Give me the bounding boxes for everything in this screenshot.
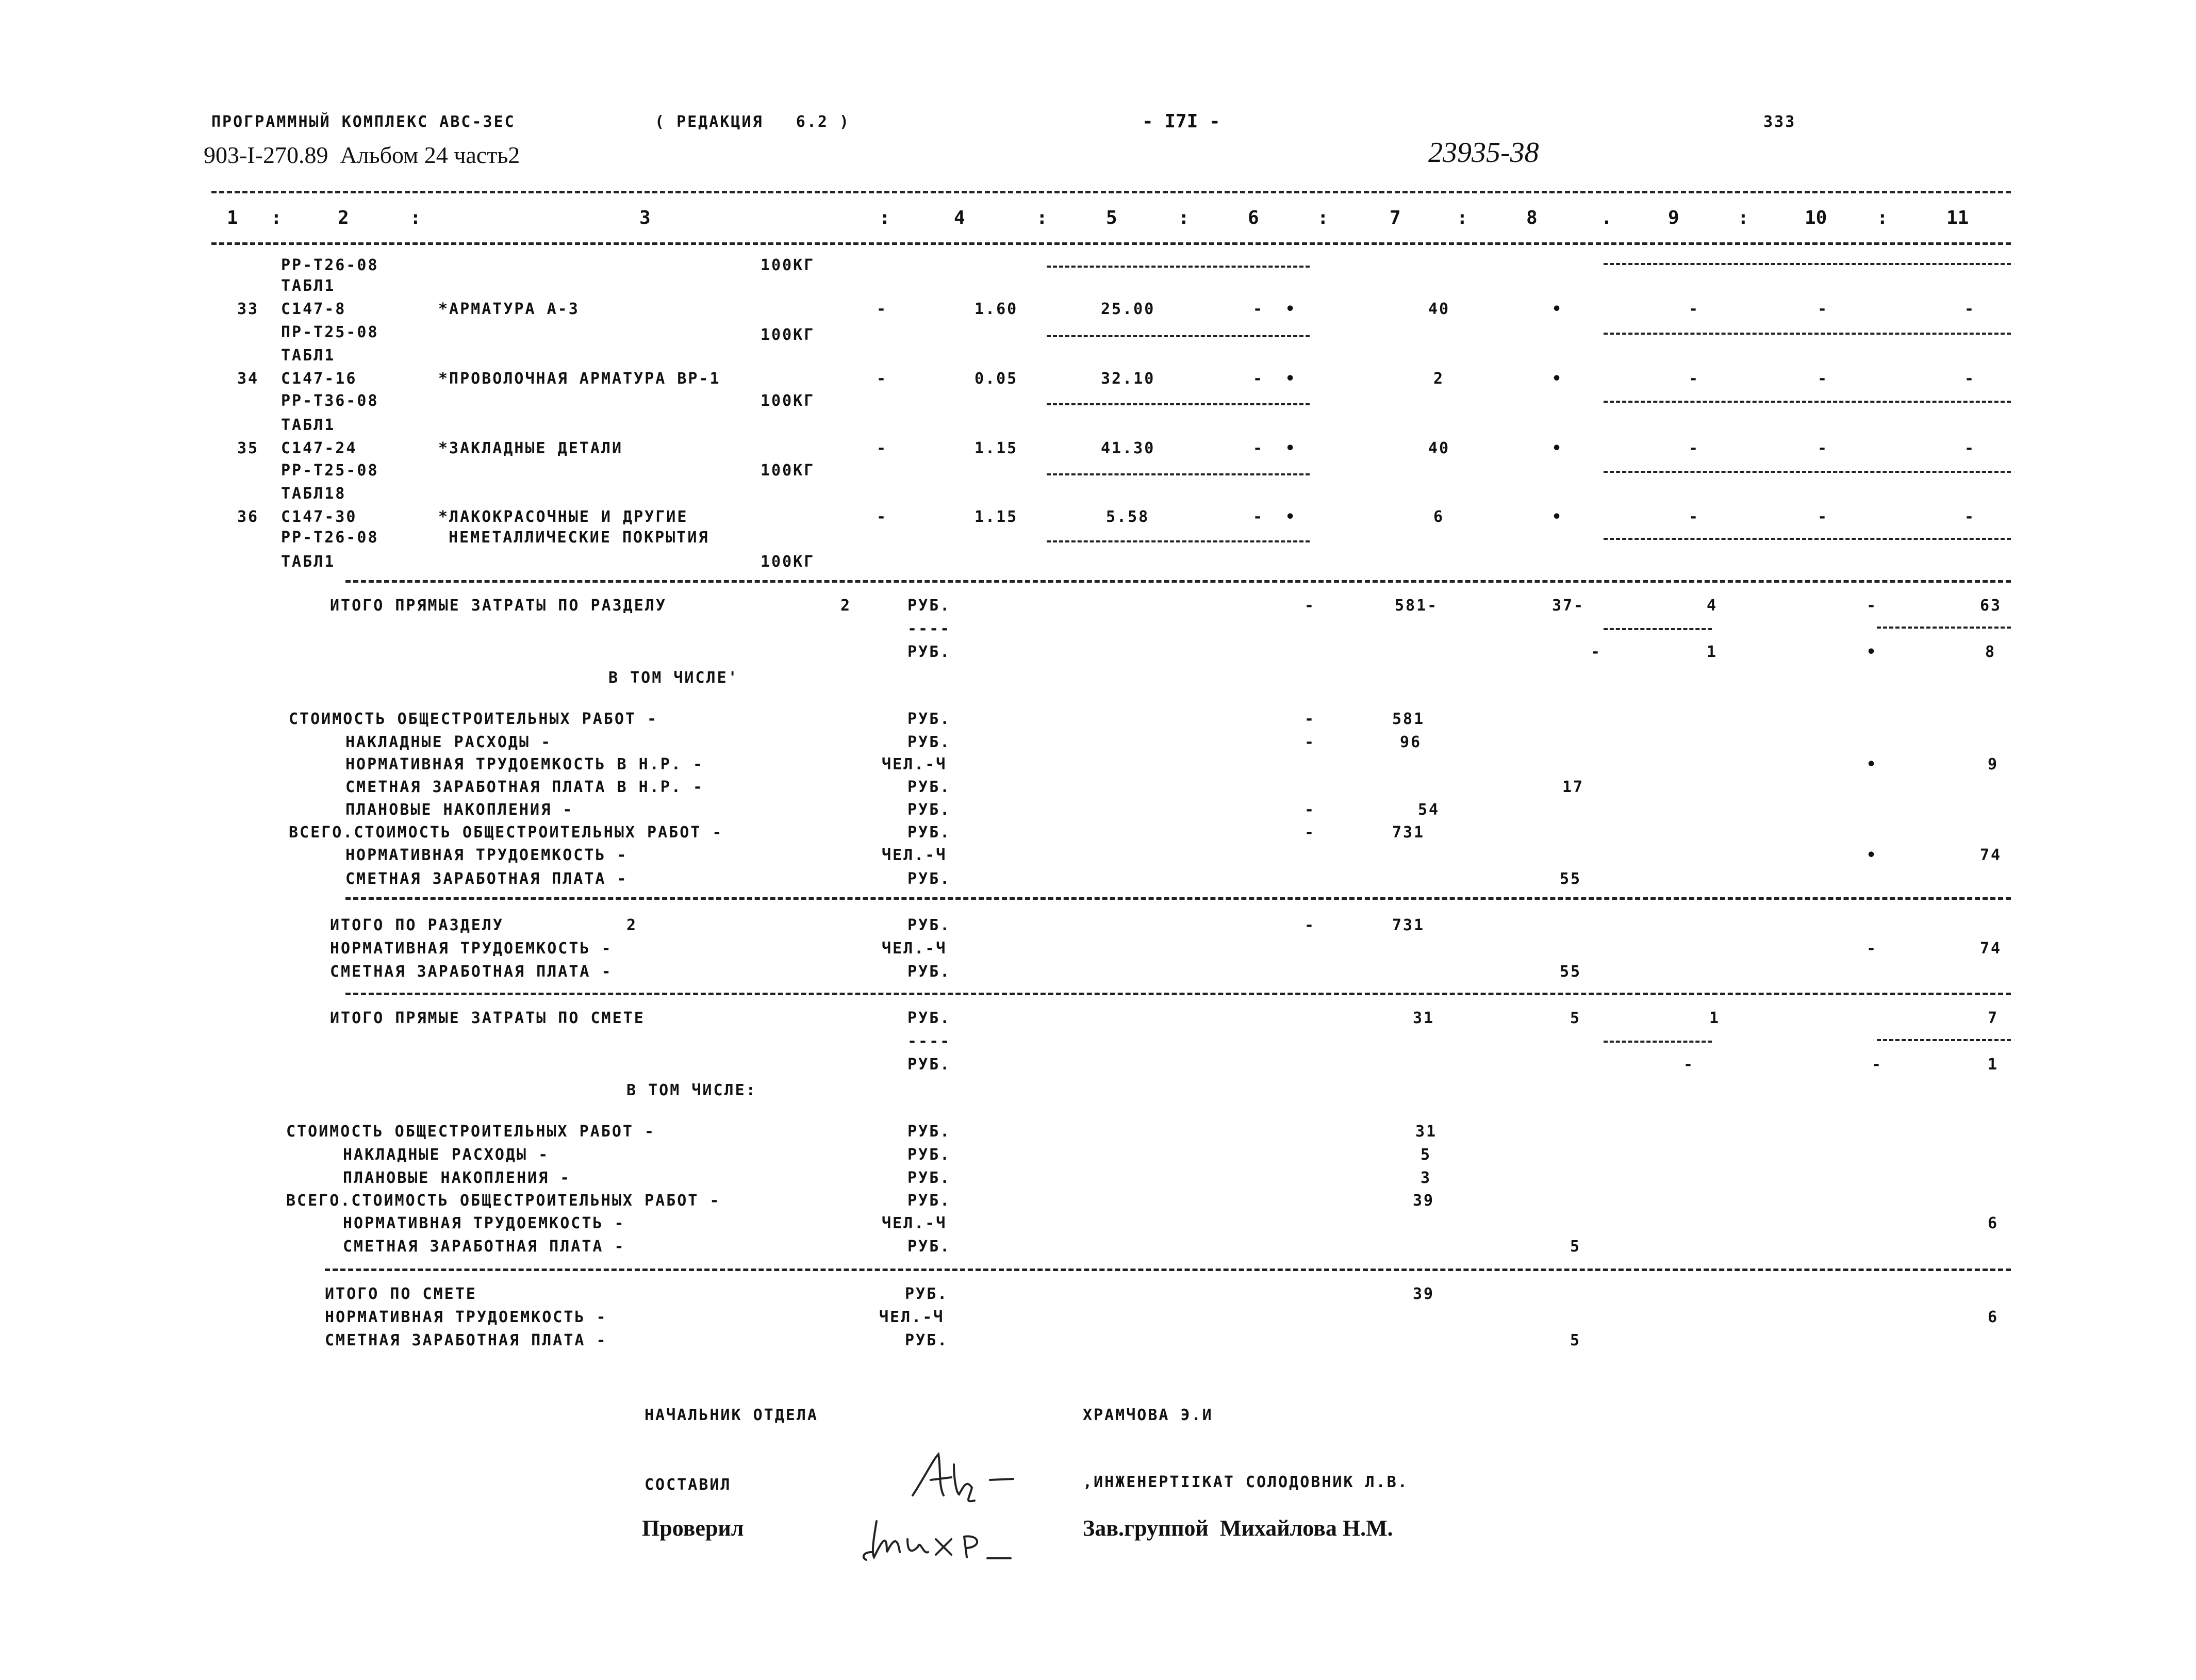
row-subrule [1047,335,1310,337]
unit: РУБ. [907,916,951,934]
estimate-wage-label: СМЕТНАЯ ЗАРАБОТНАЯ ПЛАТА - [325,1331,607,1349]
line-c7: 731 [1392,823,1425,842]
item-price: 32.10 [1101,370,1155,388]
column-header: 5 [1106,207,1117,228]
item-total: 6 [1433,508,1445,526]
column-separator: : [1036,207,1048,228]
column-header: 3 [639,207,651,228]
line-label: ВСЕГО.СТОИМОСТЬ ОБЩЕСТРОИТЕЛЬНЫХ РАБОТ - [289,823,723,842]
compiled-by-label: СОСТАВИЛ [645,1476,732,1494]
section-total-label: ИТОГО ПО РАЗДЕЛУ [330,916,504,934]
item-source: РР-Т26-08 [281,529,379,547]
section-direct2-c11: 8 [1985,643,1996,661]
line-label: ВСЕГО.СТОИМОСТЬ ОБЩЕСТРОИТЕЛЬНЫХ РАБОТ - [286,1192,721,1210]
section-number: 2 [840,597,852,615]
item-table: ТАБЛ1 [281,277,336,295]
section-direct2-c9: 1 [1707,643,1718,661]
table-top-rule [211,191,2011,193]
row-subrule [1604,471,2011,473]
checked-by-name: Зав.группой Михайлова Н.М. [1083,1516,1393,1541]
item-unit: 100КГ [761,462,815,480]
line-label: НАКЛАДНЫЕ РАСХОДЫ - [343,1146,550,1164]
unit: РУБ. [907,1192,951,1210]
column-separator: : [271,207,282,228]
unit: РУБ. [907,1146,951,1164]
item-unit: 100КГ [761,392,815,410]
item-coefficient: 1.15 [975,508,1018,526]
item-total: 2 [1433,370,1445,388]
estimate-direct-c11: 7 [1988,1009,1999,1027]
row-subrule [1604,401,2011,403]
line-c11: 6 [1988,1214,1999,1232]
head-of-department-name: ХРАМЧОВА Э.И [1083,1406,1213,1424]
column-header: 11 [1946,207,1969,228]
line-c7: 54 [1418,801,1440,819]
column-separator: : [1178,207,1190,228]
page-number: - I7I - [1142,111,1220,132]
line-label: СМЕТНАЯ ЗАРАБОТНАЯ ПЛАТА - [345,870,628,888]
estimate-including-label: В ТОМ ЧИСЛЕ: [626,1081,757,1099]
section-rule [325,1269,2011,1271]
head-of-department-label: НАЧАЛЬНИК ОТДЕЛА [645,1406,818,1424]
unit: РУБ. [907,963,951,981]
line-c7: 5 [1421,1146,1432,1164]
unit: РУБ. [907,778,951,796]
row-subrule [1604,263,2011,265]
checked-by-label: Проверил [642,1516,744,1541]
row-subrule [1877,627,2011,629]
unit: РУБ. [907,1056,951,1074]
column-separator: : [1457,207,1468,228]
column-header: 8 [1526,207,1538,228]
line-label: СТОИМОСТЬ ОБЩЕСТРОИТЕЛЬНЫХ РАБОТ - [289,710,658,728]
line-c8: 55 [1560,870,1582,888]
estimate-direct-c7: 31 [1413,1009,1435,1027]
row-subrule [1047,403,1310,405]
section-total-number: 2 [626,916,638,934]
section-rule [345,897,2011,900]
item-description: *ЗАКЛАДНЫЕ ДЕТАЛИ [438,439,623,457]
column-header: 4 [954,207,965,228]
item-description: *ЛАКОКРАСОЧНЫЕ И ДРУГИЕ [438,508,688,526]
column-header: 9 [1668,207,1679,228]
column-separator: : [879,207,890,228]
column-header: 1 [227,207,238,228]
line-label: НОРМАТИВНАЯ ТРУДОЕМКОСТЬ - [343,1214,625,1232]
row-subrule [1604,628,1712,630]
column-header: 2 [338,207,349,228]
item-price: 25.00 [1101,300,1155,318]
item-number: 36 [237,508,259,526]
line-label: СМЕТНАЯ ЗАРАБОТНАЯ ПЛАТА В Н.Р. - [345,778,704,796]
program-title: ПРОГРАММНЫЙ КОМПЛЕКС АВС-ЗЕС [211,113,516,131]
unit: РУБ. [907,1123,951,1141]
unit: РУБ. [907,1238,951,1256]
line-c7: 96 [1400,733,1422,751]
column-separator: : [1877,207,1888,228]
row-subrule [1047,540,1310,542]
item-number: 33 [237,300,259,318]
unit: ЧЕЛ.-Ч [879,1308,945,1326]
column-separator: . [1601,207,1612,228]
section-wage-c8: 55 [1560,963,1582,981]
item-code: РР-Т26-08 [281,256,379,274]
item-total: 40 [1428,439,1450,457]
item-source: РР-Т36-08 [281,392,379,410]
unit: РУБ. [907,1169,951,1187]
section-wage-label: СМЕТНАЯ ЗАРАБОТНАЯ ПЛАТА - [330,963,613,981]
unit: РУБ. [907,870,951,888]
item-number: 34 [237,370,259,388]
row-subrule [1047,266,1310,268]
column-header: 6 [1248,207,1259,228]
row-subrule [1877,1039,2011,1041]
unit: РУБ. [907,1009,951,1027]
item-coefficient: 1.60 [975,300,1018,318]
item-coefficient: 1.15 [975,439,1018,457]
item-description: *АРМАТУРА А-3 [438,300,580,318]
sheet-number: 333 [1763,113,1796,131]
item-description-cont: НЕМЕТАЛЛИЧЕСКИЕ ПОКРЫТИЯ [449,529,709,547]
line-label: ПЛАНОВЫЕ НАКОПЛЕНИЯ - [345,801,574,819]
row-subrule [1047,473,1310,475]
item-coefficient: 0.05 [975,370,1018,388]
item-unit: 100КГ [761,553,815,571]
unit: ЧЕЛ.-Ч [882,846,947,864]
line-c7: 39 [1413,1192,1435,1210]
column-separator: : [1317,207,1329,228]
item-price: 41.30 [1101,439,1155,457]
unit: РУБ. [907,597,951,615]
compiled-by-name: ,ИНЖЕНЕРТIIКАТ СОЛОДОВНИК Л.В. [1083,1473,1409,1491]
item-table: ТАБЛ1 [281,347,336,365]
unit: ЧЕЛ.-Ч [882,755,947,773]
item-unit: 100КГ [761,256,815,274]
estimate-direct-label: ИТОГО ПРЯМЫЕ ЗАТРАТЫ ПО СМЕТЕ [330,1009,645,1027]
unit-dashes: ---- [907,1032,951,1050]
line-c7: 31 [1415,1123,1438,1141]
section-direct-label: ИТОГО ПРЯМЫЕ ЗАТРАТЫ ПО РАЗДЕЛУ [330,597,667,615]
estimate-total-label: ИТОГО ПО СМЕТЕ [325,1285,477,1303]
document-reference: 903-I-270.89 Альбом 24 часть2 [204,142,520,168]
estimate-direct-c9: 1 [1709,1009,1721,1027]
section-direct-c9: 4 [1707,597,1718,615]
section-labor-c11: 74 [1980,940,2002,958]
row-subrule [1604,538,2011,540]
column-header: 7 [1390,207,1401,228]
item-table: ТАБЛ18 [281,485,346,503]
item-code: С147-24 [281,439,357,457]
signature-compiler [902,1449,1026,1506]
section-rule [345,993,2011,995]
item-table: ТАБЛ1 [281,553,336,571]
unit: РУБ. [907,823,951,842]
line-label: СМЕТНАЯ ЗАРАБОТНАЯ ПЛАТА - [343,1238,625,1256]
line-c7: 581 [1392,710,1425,728]
section-including-label: В ТОМ ЧИСЛЕ' [608,669,739,687]
item-price: 5.58 [1106,508,1150,526]
column-separator: : [1738,207,1749,228]
unit: РУБ. [905,1285,949,1303]
item-description: *ПРОВОЛОЧНАЯ АРМАТУРА ВР-1 [438,370,721,388]
line-label: ПЛАНОВЫЕ НАКОПЛЕНИЯ - [343,1169,571,1187]
item-code: С147-8 [281,300,346,318]
estimate-labor-c11: 6 [1988,1308,1999,1326]
item-total: 40 [1428,300,1450,318]
line-label: НАКЛАДНЫЕ РАСХОДЫ - [345,733,552,751]
item-code: С147-30 [281,508,357,526]
item-source: РР-Т25-08 [281,462,379,480]
program-edition: ( РЕДАКЦИЯ 6.2 ) [655,113,851,131]
line-label: НОРМАТИВНАЯ ТРУДОЕМКОСТЬ В Н.Р. - [345,755,704,773]
estimate-direct-c8: 5 [1570,1009,1581,1027]
line-label: СТОИМОСТЬ ОБЩЕСТРОИТЕЛЬНЫХ РАБОТ - [286,1123,656,1141]
section-labor-label: НОРМАТИВНАЯ ТРУДОЕМКОСТЬ - [330,940,613,958]
line-c11: 74 [1980,846,2002,864]
table-header-rule [211,242,2011,245]
estimate-direct2-c11: 1 [1988,1056,1999,1074]
section-rule [345,580,2011,583]
item-number: 35 [237,439,259,457]
unit: РУБ. [907,733,951,751]
estimate-labor-label: НОРМАТИВНАЯ ТРУДОЕМКОСТЬ - [325,1308,607,1326]
section-direct-c7: 581- [1395,597,1439,615]
row-subrule [1604,1041,1712,1043]
unit: РУБ. [907,643,951,661]
unit: ЧЕЛ.-Ч [882,1214,947,1232]
column-header: 10 [1805,207,1827,228]
line-label: НОРМАТИВНАЯ ТРУДОЕМКОСТЬ - [345,846,628,864]
section-direct-c11: 63 [1980,597,2002,615]
signature-checker [856,1511,1031,1568]
item-unit: 100КГ [761,326,815,344]
document-code: 23935-38 [1428,137,1539,169]
column-separator: : [410,207,421,228]
unit-dashes: ---- [907,620,951,638]
section-total-c7: 731 [1392,916,1425,934]
unit: РУБ. [905,1331,949,1349]
unit: РУБ. [907,801,951,819]
line-c11: 9 [1988,755,1999,773]
row-subrule [1604,333,2011,335]
unit: РУБ. [907,710,951,728]
item-code: С147-16 [281,370,357,388]
estimate-total-c7: 39 [1413,1285,1435,1303]
estimate-wage-c8: 5 [1570,1331,1581,1349]
line-c8: 17 [1562,778,1584,796]
line-c7: 3 [1421,1169,1432,1187]
line-c8: 5 [1570,1238,1581,1256]
unit: ЧЕЛ.-Ч [882,940,947,958]
item-source: ПР-Т25-08 [281,323,379,341]
item-table: ТАБЛ1 [281,416,336,434]
section-direct-c8: 37- [1552,597,1585,615]
